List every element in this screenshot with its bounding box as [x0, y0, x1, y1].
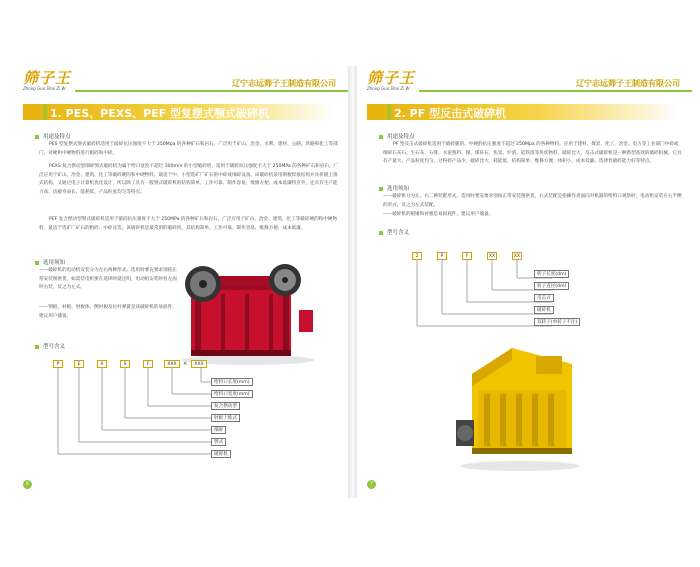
bullet-square-icon	[379, 135, 383, 139]
bullet-square-icon	[379, 187, 383, 191]
paragraph-motor-install: ——破碎机的电动机安装分为左右两种形式。选用时要充要求别按正常安装图供货，如需装电机要在选择时就注明，电动机安装时看左面时右装，反之为左式。	[39, 268, 177, 291]
code-letter-p: P	[437, 252, 447, 260]
bullet-square-icon	[35, 345, 39, 349]
code-letter-x: X	[97, 360, 107, 368]
code-letter-s: S	[120, 360, 130, 368]
header-rule	[75, 90, 348, 92]
book-spine	[348, 66, 357, 498]
logo-chinese: 筛子王	[23, 69, 72, 87]
model-label-crusher: 破碎机	[211, 450, 231, 458]
model-label-crusher: 破碎机	[534, 306, 554, 314]
usage-heading	[379, 132, 415, 140]
page-number: 6	[23, 480, 32, 489]
notice-heading-text: 选用须知	[43, 260, 66, 266]
section-title: 2. PF 型反击式破碎机	[394, 107, 507, 120]
code-width: XXX	[164, 360, 180, 368]
bullet-square-icon	[35, 135, 39, 139]
jaw-crusher-image	[173, 254, 323, 366]
header-rule	[419, 90, 692, 92]
logo-english: Zhong Guo Shai Zi W	[23, 86, 66, 91]
paragraph-assembly: ——破碎机分为左、右二种装配形式，选用时要充要求别按正常安装图供货，右式装配是指操作者面向对机器的给料口观察时，电动机安装在右手侧的形式，反之为左式装配。	[383, 194, 682, 208]
section-title: 1. PES、PEXS、PEF 型复摆式颚式破碎机	[50, 107, 270, 120]
model-code-leaders	[53, 360, 223, 462]
right-page	[357, 66, 692, 498]
paragraph-wear-parts: ——破碎机的板锤和衬板是易损耗件，建议用户储备。	[383, 212, 494, 217]
code-times-sign: ×	[183, 361, 188, 367]
model-label-double-rotor: 双转子(单转子不注)	[534, 318, 580, 326]
model-label-fine: 细碎	[211, 426, 226, 434]
model-label-jaw: 颚式	[211, 438, 226, 446]
code-diameter: XX	[488, 254, 496, 259]
model-heading	[379, 228, 409, 236]
logo-chinese: 筛子王	[367, 69, 416, 87]
code-length: XXX	[191, 360, 207, 368]
company-name: 辽宁志远筛子王制造有限公司	[232, 79, 336, 88]
model-label-feed-length: 给料口长度(mm)	[211, 378, 253, 386]
model-label-rotor-length: 转子长度(dm)	[534, 270, 569, 278]
bullet-square-icon	[379, 231, 383, 235]
code-digit-2: 2	[412, 252, 422, 260]
section-title-band	[23, 104, 335, 120]
brand-logo	[23, 70, 73, 94]
usage-heading	[35, 132, 71, 140]
bullet-square-icon	[35, 261, 39, 265]
notice-heading	[35, 258, 65, 266]
paragraph-pef: PEF 复合摆动型颚式破碎机适用于破碎抗压强度不大于 250MPa 的各种矿石和岩石，广泛应用于矿山、冶金、建筑、化工等破碎硬的和中硬物料，最适于选矿厂矿石的粗碎、中碎及选。该破碎机是最常用的破碎机，其结构简单、工作可靠、制作容易、维修方便、成本低廉。	[39, 217, 338, 231]
code-letter-f: F	[462, 252, 472, 260]
paragraph-wear-parts: ——颚板、衬板、肘板体、侧衬板及拉杆弹簧是该破碎机的易损件，建议用户储备。	[39, 305, 177, 319]
section-title-band	[367, 104, 679, 120]
model-heading	[35, 342, 65, 350]
model-label-feed-width: 给料口宽度(mm)	[211, 390, 253, 398]
paragraph-pf-usage: PF 型反击式破碎机适用于破碎脆的、中硬的抗压强度不超过 250Mpa 的各种物料。应用于建材、煤炭、化工、冶金、电力等工业部门中碎或细碎石灰石、生石灰、石膏、水泥熟料、煤、煤矸石、焦炭、炉渣、硅铁渣等块状物料，破碎比大，反击式破碎机是一种新型高效的破碎机械。它具有产量大、产品粒度均匀，过粉碎产品少，破碎比大、耗能低、结构简单、维修方便、体积小、成本低廉、选择性破碎能力好等特点。	[383, 142, 682, 165]
company-name: 辽宁志远筛子王制造有限公司	[576, 79, 680, 88]
usage-heading-text: 用途及特点	[387, 134, 415, 140]
notice-heading-text: 选用须知	[387, 186, 410, 192]
model-code-row	[412, 252, 532, 260]
logo-english: Zhong Guo Shai Zi W	[367, 86, 410, 91]
model-heading-text: 型号含义	[43, 344, 66, 350]
paragraph-pexs: PEXS 复合摆动型细碎颚式破碎机为属于给口宽度不超过 300mm 的小型破碎机，适用于破碎抗压强度不大于 250MPa 的各种矿石和岩石。广泛应用于矿山、冶金、建筑、化工等破碎硬的和中硬物料。最适于中、小型选矿厂矿石的中碎或细碎设备。该破碎机采用钢板焊接结构并具折板上推式结构，又通过电子计算机优化设计，所以除了具有一般颚式破碎机的结构简单、工作可靠、制作容易、维修方便、成本低廉特点外，还具有生产能力高、齿板寿命长、能耗低、产品粒度均匀等特点。	[39, 164, 339, 195]
left-page	[13, 66, 348, 498]
model-heading-text: 型号含义	[387, 230, 410, 236]
title-accent-bar	[387, 104, 391, 120]
model-label-compound-swing: 复合摆动型	[211, 402, 240, 410]
paragraph-pes: PES 型复摆式颚式破碎机适用于破碎抗压强度不大于 250Mpa 的各种矿石和岩石。广泛用于矿山、冶金、水利、建材、公路、铁路和化工等部门，对硬和中硬物料进行粗碎和中碎。	[39, 142, 338, 156]
model-label-impact: 反击式	[534, 294, 554, 302]
code-letter-p: P	[53, 360, 63, 368]
impact-crusher-image	[452, 334, 592, 474]
page-number: 7	[367, 480, 376, 489]
code-length: XX	[513, 254, 521, 259]
notice-heading	[379, 184, 409, 192]
code-letter-f: F	[143, 360, 153, 368]
code-letter-e: E	[74, 360, 84, 368]
brand-logo	[367, 70, 417, 94]
title-accent-bar	[43, 104, 47, 120]
model-label-rotor-diameter: 转子直径(dm)	[534, 282, 569, 290]
model-code-row	[53, 360, 223, 368]
model-label-toggle-up: 肘板上推式	[211, 414, 240, 422]
usage-heading-text: 用途及特点	[43, 134, 71, 140]
